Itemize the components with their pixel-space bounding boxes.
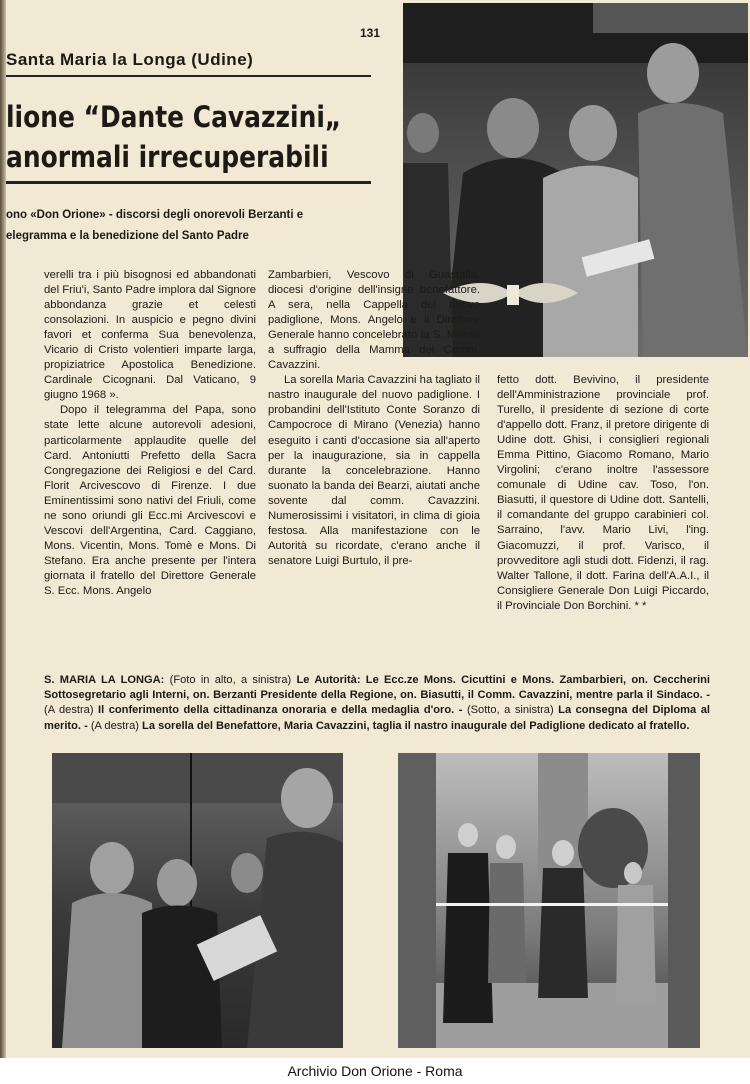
headline-rule [6,181,371,184]
caption-text-4: La sorella del Benefattore, Maria Cavazzini, taglia il nastro inaugurale del Padiglione dedicato al fratello. [142,719,690,732]
caption-text-2: Il conferimento della cittadinanza onoraria e della medaglia d'oro. - [98,704,463,717]
article-column-2 [268,268,480,569]
col2-paragraph-1: Zambarbieri, Vescovo di Guastalla, diocesi d'origine dell'insigne benefattore. A sera, nella Cappella del nuovo padiglione, Mons. Angelo e il Direttore Generale hanno concelebrato la S. Messa a suffragio della Mamma del Comm. Cavazzini. [268,269,480,372]
archive-footer: Archivio Don Orione - Roma [0,1058,750,1084]
article-column-1 [44,268,256,599]
photo-diploma-ceremony [52,753,343,1048]
header-rule [6,75,371,77]
headline-line-2: anormali irrecuperabili [6,140,329,174]
caption-position-1: (Foto in alto, a sinistra) [169,674,292,686]
page-number: 131 [360,26,381,40]
article-headline [6,97,342,177]
col1-paragraph-1: verelli tra i più bisognosi ed abbandonati del Friu'i, Santo Padre implora dal Signore abbondanza grazie et celesti consolazioni. In auspicio e pegno divini favori et conferma Sua benevolenza, Vicario di Cristo volentieri imparte larga, propiziatrice Apostolica Benedizione. Cardinale Cicognani. Dal Vaticano, 9 giugno 1968 ». [44,269,256,402]
photo-ribbon-cutting [398,753,700,1048]
caption-position-2: (A destra) [44,704,94,717]
photo-caption [44,673,710,734]
caption-text-1: Le Autorità: Le Ecc.ze Mons. Cicuttini e Mons. Zambarbieri, on. Ceccherini Sottosegretario agli Interni, on. Berzanti Presidente della Regione, on. Biasutti, il Comm. Cavazzini, mentre parla il Sindaco. - [44,674,711,702]
col1-paragraph-2: Dopo il telegramma del Papa, sono state lette alcune autorevoli adesioni, particolarmente applaudite quelle del Card. Antoniutti Prefetto della Sacra Congregazione dei Religiosi e del Card. Florit Arcivescovo di Firenze. I due Eminentissimi sono nativi del Friuli, come ne sono oriundi gli Ecc.mi Arcivescovi e Vescovi dell'Argentina, Card. Caggiano, Mons. Vicentin, Mons. Tomè e Mons. Di Stefano. Era anche presente per l'intera giornata il fratello del Direttore Generale S. Ecc. Mons. Angelo [44,404,256,597]
col3-paragraph-1: fetto dott. Bevivino, il presidente dell'Amministrazione provinciale prof. Turello, il presidente di sezione di corte d'appello dott. Franz, il pretore dirigente di Udine dott. Ghisi, i consiglieri regionali Emma Pittino, Giacomo Romano, Mario Virgolini; c'erano inoltre l'assessore comunale di Udine cav. Toso, l'on. Biasutti, il questore di Udine dott. Santelli, il comandante del gruppo carabinieri col. Sarraino, l'avv. Mario Livi, l'ing. Giacomuzzi, il prof. Varisco, il provveditore agli studi dott. Fidenzi, il rag. Walter Tallone, il dott. Farina dell'A.A.I., il Consigliere Generale Don Luigi Piccardo, il Provinciale Don Borchini. * * [497,374,709,612]
article-subheading [6,205,401,247]
subhead-line-2: elegramma e la benedizione del Santo Padre [6,230,249,242]
subhead-line-1: ono «Don Orione» - discorsi degli onorevoli Berzanti e [6,209,304,221]
article-column-3 [497,373,709,614]
caption-text-3: La consegna del Diploma al merito. - [44,704,710,732]
article-location: Santa Maria la Longa (Udine) [6,50,254,69]
headline-line-1: lione “Dante Cavazzini„ [6,100,342,134]
caption-position-3: (Sotto, a sinistra) [466,704,554,717]
caption-position-4: (A destra) [90,719,139,732]
caption-place: S. MARIA LA LONGA: [44,674,165,686]
col2-paragraph-2: La sorella Maria Cavazzini ha tagliato il nastro inaugurale del nuovo padiglione. I probandini dell'Istituto Conte Soranzo di Campocroce di Mirano (Venezia) hanno eseguito i canti d'occasione sia all'aperto per la inaugurazione, sia in cappella durante la concelebrazione. Hanno suonato la banda dei Bearzi, aiutati anche sovente dal comm. Cavazzini. Numerosissimi i visitatori, in clima di gioia festosa. Alla manifestazione con le Autorità su ricordate, c'erano anche il senatore Luigi Burtulo, il pre- [268,374,480,567]
